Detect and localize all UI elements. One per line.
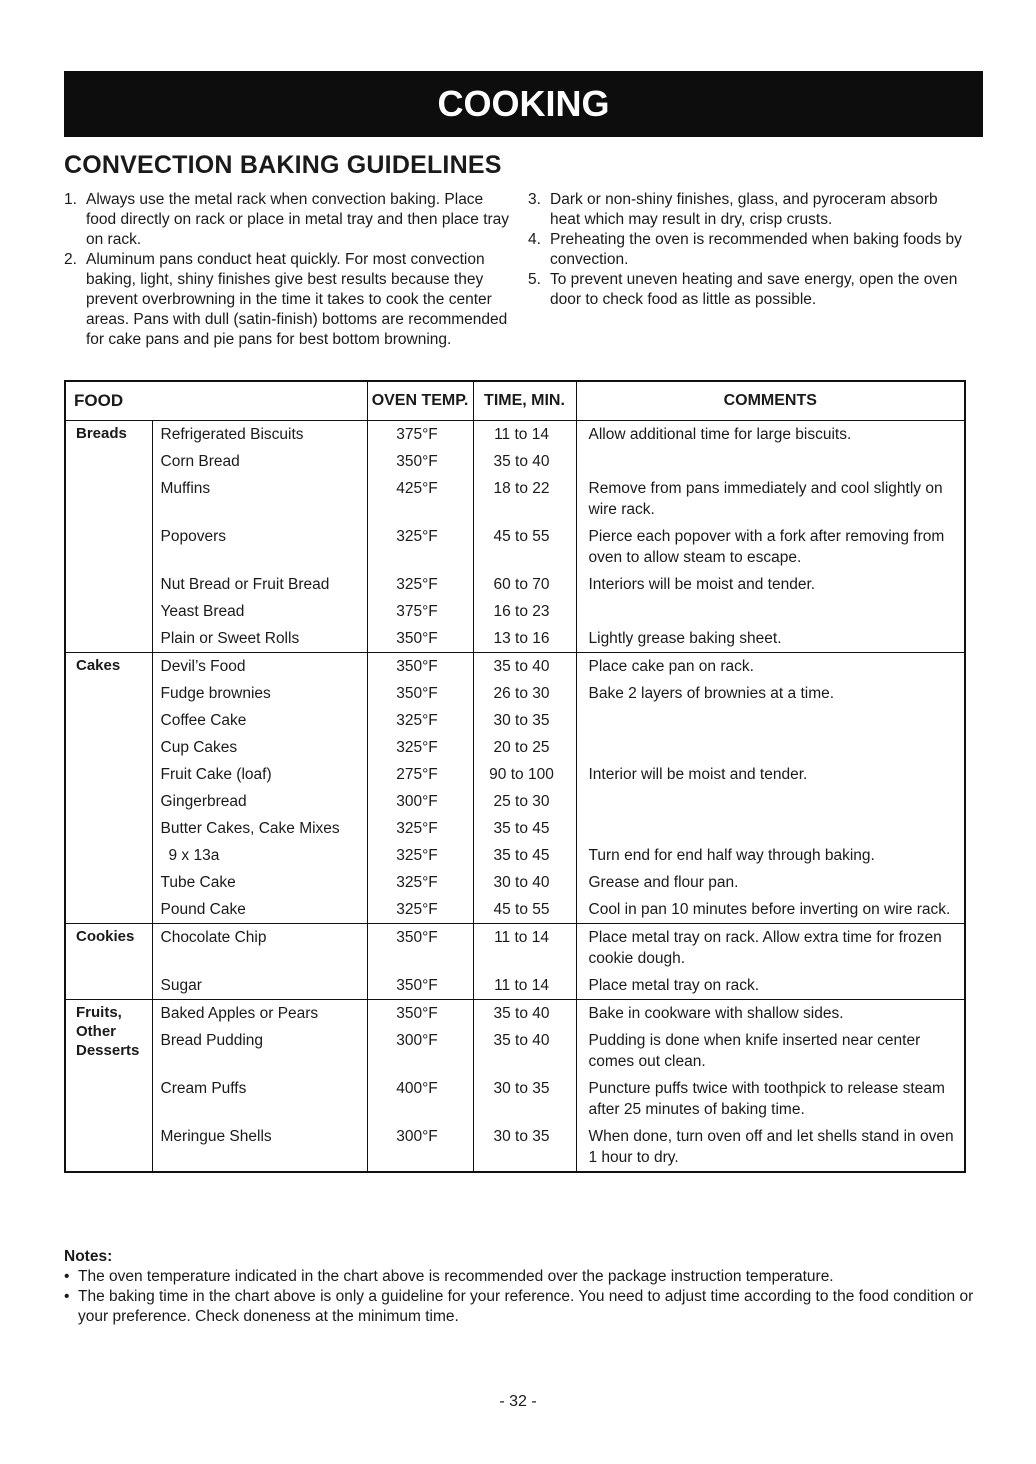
table-row bbox=[65, 972, 965, 1000]
guideline-text: Dark or non-shiny finishes, glass, and pyroceram absorb heat which may result in dry, crisp crusts. bbox=[550, 191, 938, 228]
oven-temp-cell: 325°F bbox=[367, 815, 473, 842]
time-cell: 60 to 70 bbox=[473, 571, 576, 598]
note-bullet: • bbox=[64, 1268, 70, 1285]
time-cell: 11 to 14 bbox=[473, 972, 576, 1000]
food-cell: Chocolate Chip bbox=[152, 923, 367, 972]
food-cell: Fruit Cake (loaf) bbox=[160, 765, 272, 783]
note-text: The oven temperature indicated in the chart above is recommended over the package instruction temperature. bbox=[78, 1268, 834, 1285]
food-cell: Coffee Cake bbox=[160, 711, 247, 729]
table-row bbox=[65, 598, 965, 625]
comment-cell bbox=[576, 788, 965, 815]
guideline-item bbox=[528, 230, 968, 270]
table-row bbox=[65, 761, 965, 788]
guidelines-left-column bbox=[64, 190, 514, 350]
food-cell: Butter Cakes, Cake Mixes bbox=[160, 819, 340, 837]
comment-cell: Bake in cookware with shallow sides. bbox=[576, 999, 965, 1027]
time-cell: 11 to 14 bbox=[473, 923, 576, 972]
time-cell: 35 to 40 bbox=[473, 1027, 576, 1075]
time-cell: 13 to 16 bbox=[473, 625, 576, 653]
food-cell: Meringue Shells bbox=[160, 1127, 272, 1145]
table-row bbox=[65, 869, 965, 896]
oven-temp-cell: 375°F bbox=[367, 420, 473, 448]
oven-temp-cell: 350°F bbox=[367, 972, 473, 1000]
guidelines-right-column bbox=[528, 190, 968, 310]
guideline-number: 2. bbox=[64, 251, 77, 268]
time-cell: 35 to 40 bbox=[473, 652, 576, 680]
oven-temp-cell: 350°F bbox=[367, 625, 473, 653]
time-cell: 90 to 100 bbox=[473, 761, 576, 788]
oven-temp-cell: 400°F bbox=[367, 1075, 473, 1123]
food-cell: Baked Apples or Pears bbox=[152, 999, 367, 1027]
oven-temp-cell: 325°F bbox=[367, 842, 473, 869]
oven-temp-cell: 375°F bbox=[367, 598, 473, 625]
oven-temp-cell: 300°F bbox=[367, 1123, 473, 1172]
note-bullet: • bbox=[64, 1288, 70, 1305]
time-cell: 45 to 55 bbox=[473, 896, 576, 924]
table-row bbox=[65, 571, 965, 598]
oven-temp-cell: 325°F bbox=[367, 734, 473, 761]
guideline-text: To prevent uneven heating and save energy, open the oven door to check food as little as possible. bbox=[550, 271, 958, 308]
guideline-item bbox=[528, 270, 968, 310]
table-row bbox=[65, 1027, 965, 1075]
table-row bbox=[65, 923, 965, 972]
time-cell: 18 to 22 bbox=[473, 475, 576, 523]
baking-guide-table bbox=[64, 380, 966, 1173]
table-row bbox=[65, 475, 965, 523]
food-cell: Devil’s Food bbox=[152, 652, 367, 680]
time-cell: 30 to 35 bbox=[473, 1075, 576, 1123]
time-cell: 25 to 30 bbox=[473, 788, 576, 815]
food-cell: Fudge brownies bbox=[160, 684, 271, 702]
category-cell: Cakes bbox=[65, 652, 152, 923]
guideline-item bbox=[64, 190, 514, 250]
time-cell: 30 to 35 bbox=[473, 707, 576, 734]
table-row bbox=[65, 815, 965, 842]
guideline-item bbox=[528, 190, 968, 230]
guideline-number: 4. bbox=[528, 231, 541, 248]
header-comments: COMMENTS bbox=[576, 381, 965, 420]
food-cell: Refrigerated Biscuits bbox=[152, 420, 367, 448]
comment-cell: Place cake pan on rack. bbox=[576, 652, 965, 680]
table-row bbox=[65, 734, 965, 761]
guideline-text: Preheating the oven is recommended when baking foods by convection. bbox=[550, 231, 962, 268]
food-cell: Corn Bread bbox=[160, 452, 240, 470]
notes-section bbox=[64, 1247, 974, 1327]
comment-cell: Turn end for end half way through baking. bbox=[588, 846, 875, 864]
oven-temp-cell: 350°F bbox=[367, 923, 473, 972]
table-row bbox=[65, 448, 965, 475]
table-row bbox=[65, 680, 965, 707]
food-cell: Pound Cake bbox=[160, 900, 246, 918]
time-cell: 45 to 55 bbox=[473, 523, 576, 571]
time-cell: 11 to 14 bbox=[473, 420, 576, 448]
table-row bbox=[65, 788, 965, 815]
oven-temp-cell: 325°F bbox=[367, 523, 473, 571]
time-cell: 35 to 45 bbox=[473, 842, 576, 869]
header-time: TIME, MIN. bbox=[473, 381, 576, 420]
category-cell: Fruits, Other Desserts bbox=[65, 999, 152, 1172]
time-cell: 35 to 40 bbox=[473, 448, 576, 475]
guideline-text: Always use the metal rack when convection baking. Place food directly on rack or place in metal tray and then place tray on rack. bbox=[86, 191, 510, 248]
oven-temp-cell: 350°F bbox=[367, 652, 473, 680]
page-number: - 32 - bbox=[499, 1393, 537, 1410]
oven-temp-cell: 275°F bbox=[367, 761, 473, 788]
food-cell: Bread Pudding bbox=[160, 1031, 264, 1049]
table-row bbox=[65, 999, 965, 1027]
food-cell: Cup Cakes bbox=[160, 738, 238, 756]
page-banner: COOKING bbox=[64, 71, 983, 137]
food-cell: Muffins bbox=[160, 479, 211, 497]
comment-cell bbox=[576, 734, 965, 761]
food-cell: Popovers bbox=[160, 527, 226, 545]
oven-temp-cell: 325°F bbox=[367, 896, 473, 924]
time-cell: 35 to 45 bbox=[473, 815, 576, 842]
table-body bbox=[65, 420, 965, 1172]
oven-temp-cell: 350°F bbox=[367, 999, 473, 1027]
food-cell: Gingerbread bbox=[160, 792, 247, 810]
oven-temp-cell: 350°F bbox=[367, 448, 473, 475]
comment-cell: Allow additional time for large biscuits. bbox=[576, 420, 965, 448]
time-cell: 30 to 35 bbox=[473, 1123, 576, 1172]
note-item bbox=[64, 1267, 974, 1287]
guideline-number: 5. bbox=[528, 271, 541, 288]
comment-cell: Place metal tray on rack. Allow extra time for frozen cookie dough. bbox=[576, 923, 965, 972]
comment-cell bbox=[576, 448, 965, 475]
comment-cell: Interior will be moist and tender. bbox=[588, 765, 808, 783]
table-row bbox=[65, 707, 965, 734]
oven-temp-cell: 300°F bbox=[367, 788, 473, 815]
time-cell: 26 to 30 bbox=[473, 680, 576, 707]
food-cell: Nut Bread or Fruit Bread bbox=[160, 575, 330, 593]
table-row bbox=[65, 420, 965, 448]
time-cell: 30 to 40 bbox=[473, 869, 576, 896]
comment-cell: Cool in pan 10 minutes before inverting on wire rack. bbox=[588, 900, 951, 918]
food-cell: Sugar bbox=[160, 976, 202, 994]
oven-temp-cell: 325°F bbox=[367, 707, 473, 734]
notes-title: Notes: bbox=[64, 1248, 113, 1265]
category-cell: Cookies bbox=[65, 923, 152, 999]
comment-cell: Pierce each popover with a fork after removing from oven to allow steam to escape. bbox=[588, 527, 945, 566]
table-header-row bbox=[65, 381, 965, 420]
table-row bbox=[65, 625, 965, 653]
table-row bbox=[65, 896, 965, 924]
table-row bbox=[65, 523, 965, 571]
section-title: CONVECTION BAKING GUIDELINES bbox=[64, 151, 502, 179]
category-cell: Breads bbox=[65, 420, 152, 652]
comment-cell: Lightly grease baking sheet. bbox=[588, 629, 782, 647]
oven-temp-cell: 300°F bbox=[367, 1027, 473, 1075]
comment-cell: Pudding is done when knife inserted near center comes out clean. bbox=[588, 1031, 921, 1070]
food-cell: Yeast Bread bbox=[160, 602, 245, 620]
comment-cell bbox=[576, 707, 965, 734]
food-cell: Tube Cake bbox=[160, 873, 236, 891]
food-cell: Plain or Sweet Rolls bbox=[160, 629, 300, 647]
table-row bbox=[65, 652, 965, 680]
table-row bbox=[65, 1123, 965, 1172]
comment-cell: Puncture puffs twice with toothpick to release steam after 25 minutes of baking time. bbox=[588, 1079, 945, 1118]
oven-temp-cell: 325°F bbox=[367, 571, 473, 598]
header-food: FOOD bbox=[65, 381, 367, 420]
table-row bbox=[65, 1075, 965, 1123]
comment-cell: When done, turn oven off and let shells stand in oven 1 hour to dry. bbox=[588, 1127, 954, 1166]
guideline-number: 1. bbox=[64, 191, 77, 208]
table-row bbox=[65, 842, 965, 869]
note-item bbox=[64, 1287, 974, 1327]
guideline-text: Aluminum pans conduct heat quickly. For most convection baking, light, shiny finishes give best results because they prevent overbrowning in the time it takes to cook the center areas. Pans with dull (satin-finish) bottoms are recommended for cake pans and pie pans for best bottom browning. bbox=[86, 251, 508, 348]
note-text: The baking time in the chart above is only a guideline for your reference. You need to adjust time according to the food condition or your preference. Check doneness at the minimum time. bbox=[78, 1288, 974, 1325]
food-cell: 9 x 13a bbox=[168, 846, 220, 864]
time-cell: 35 to 40 bbox=[473, 999, 576, 1027]
comment-cell bbox=[576, 815, 965, 842]
oven-temp-cell: 325°F bbox=[367, 869, 473, 896]
time-cell: 16 to 23 bbox=[473, 598, 576, 625]
guideline-number: 3. bbox=[528, 191, 541, 208]
comment-cell: Grease and flour pan. bbox=[588, 873, 739, 891]
oven-temp-cell: 350°F bbox=[367, 680, 473, 707]
time-cell: 20 to 25 bbox=[473, 734, 576, 761]
comment-cell: Interiors will be moist and tender. bbox=[588, 575, 816, 593]
guideline-item bbox=[64, 250, 514, 350]
comment-cell: Place metal tray on rack. bbox=[588, 976, 760, 994]
comment-cell: Remove from pans immediately and cool slightly on wire rack. bbox=[588, 479, 943, 518]
comment-cell bbox=[576, 598, 965, 625]
header-oven-temp: OVEN TEMP. bbox=[367, 381, 473, 420]
food-cell: Cream Puffs bbox=[160, 1079, 247, 1097]
comment-cell: Bake 2 layers of brownies at a time. bbox=[588, 684, 835, 702]
oven-temp-cell: 425°F bbox=[367, 475, 473, 523]
